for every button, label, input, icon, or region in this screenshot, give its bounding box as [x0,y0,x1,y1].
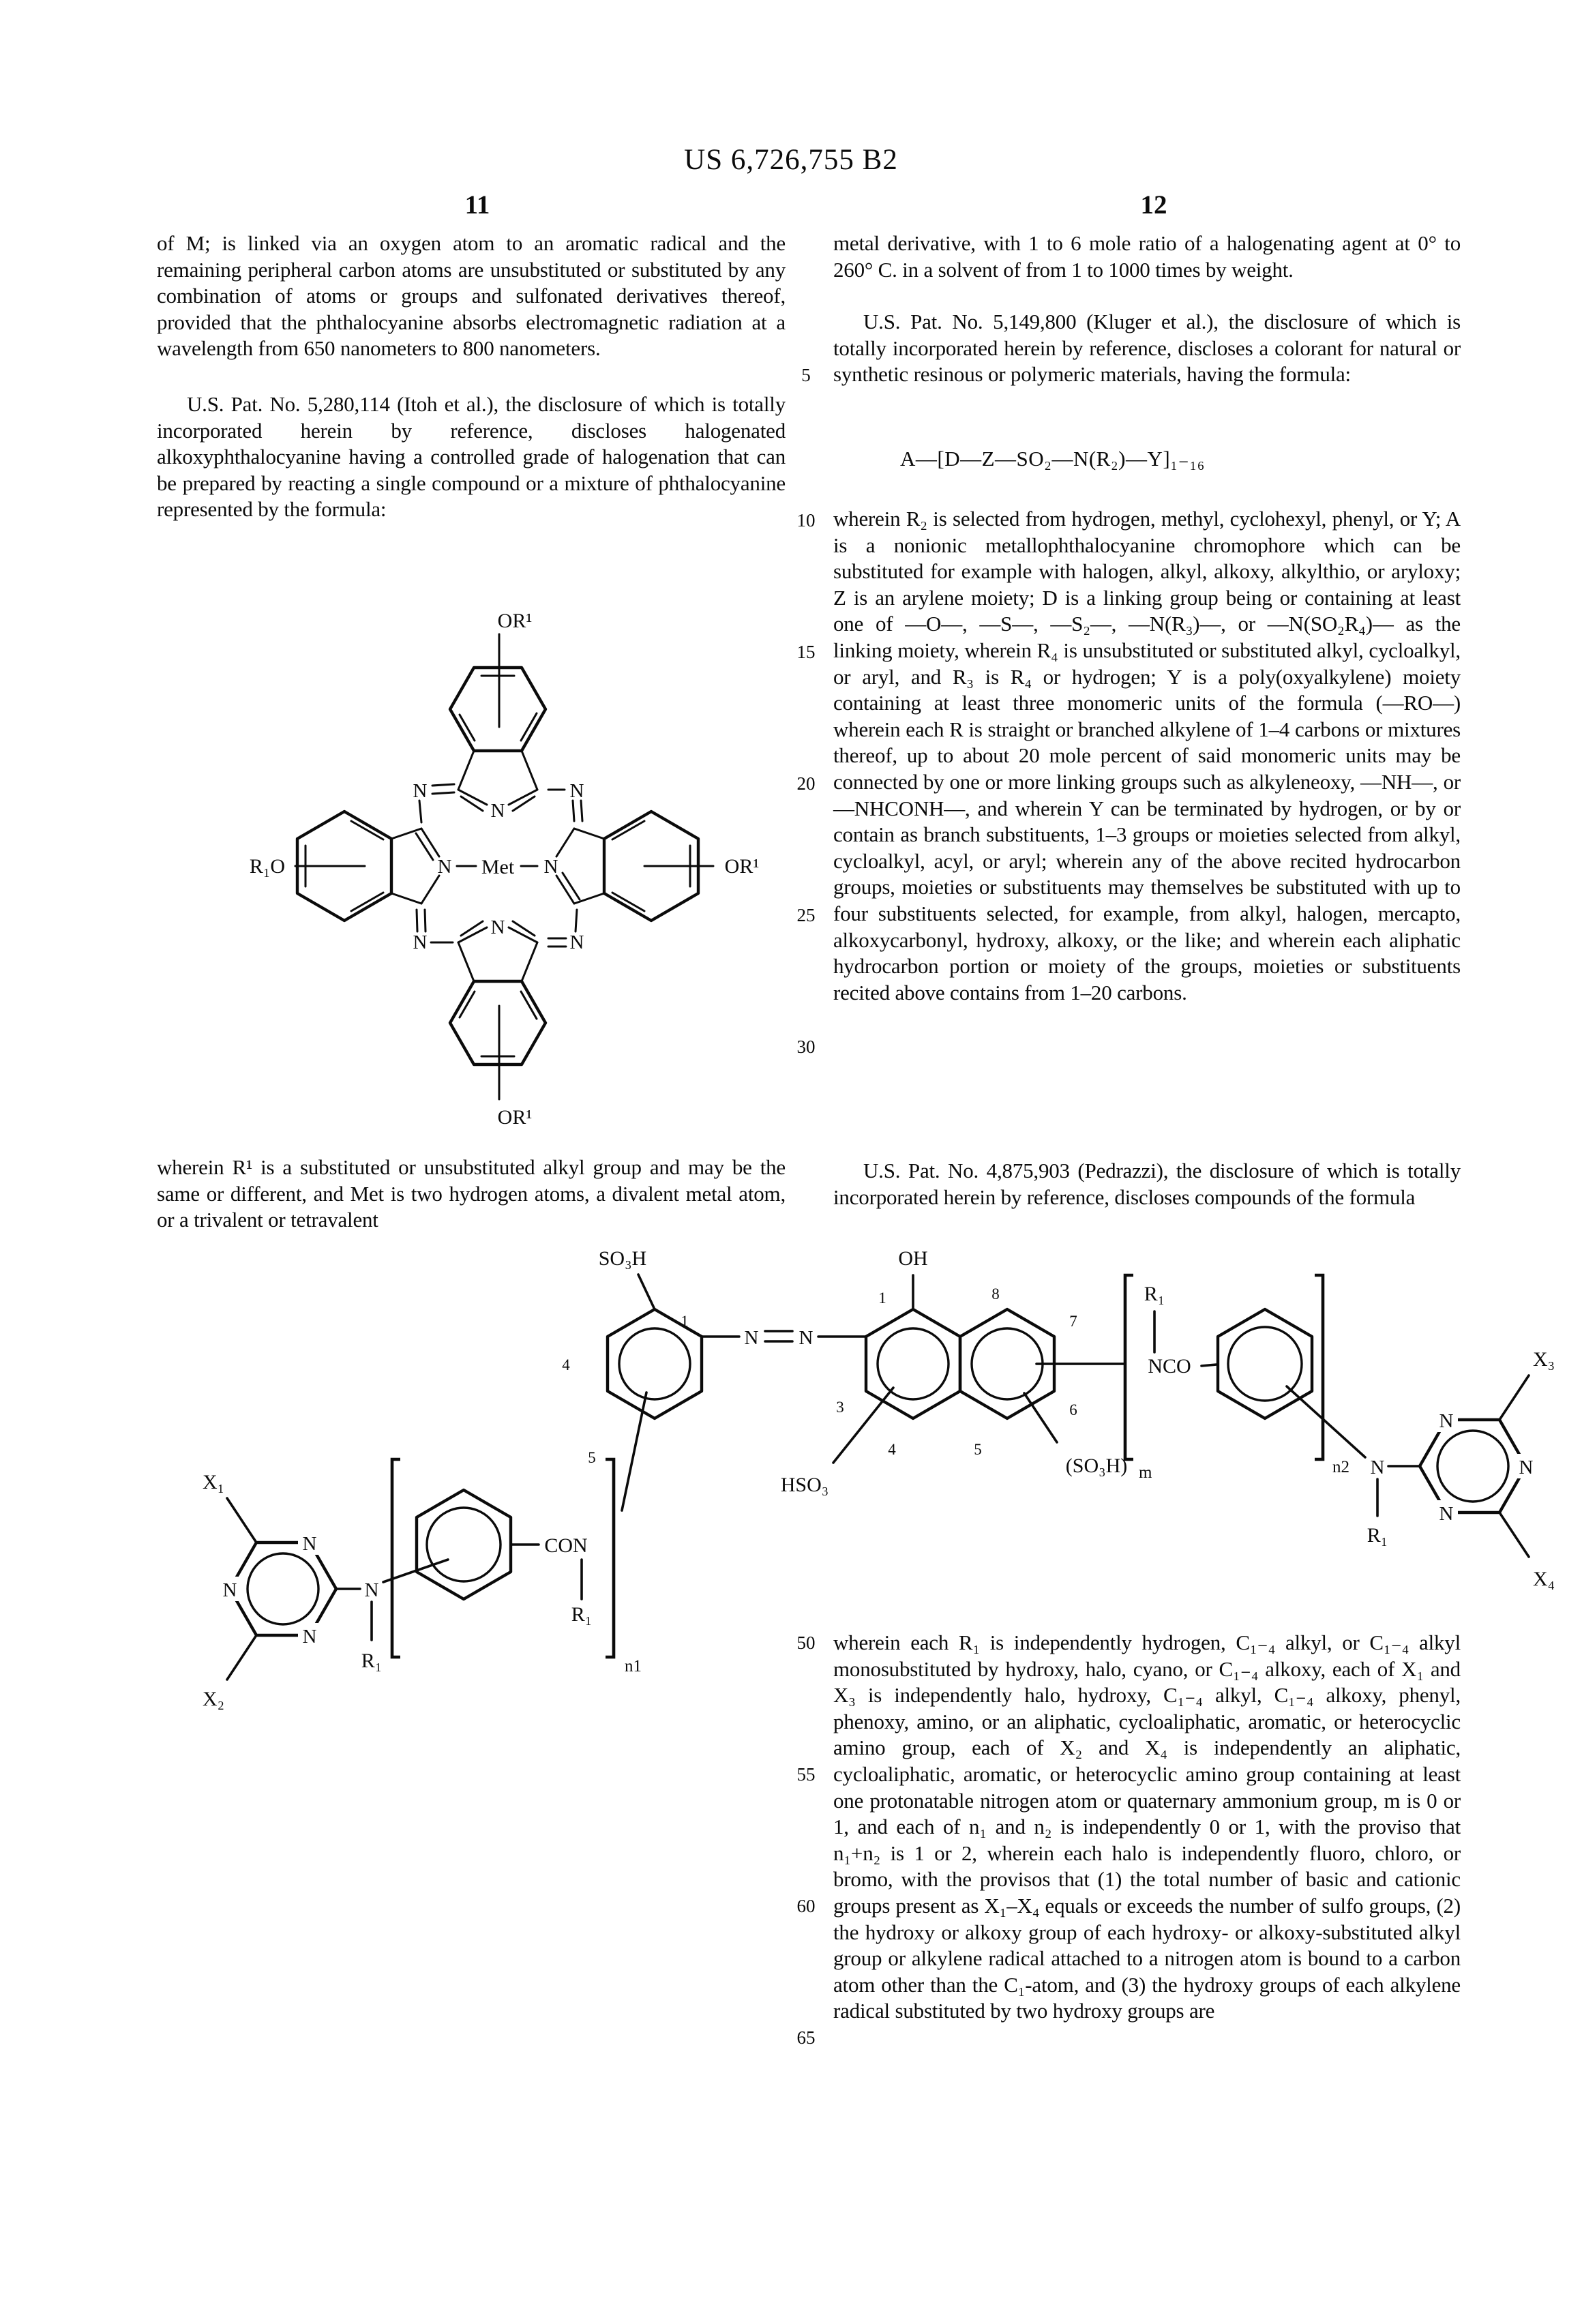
n1-subscript: n1 [625,1657,642,1675]
right-paragraph-5: wherein each R₁ is independently hydrogen, C₁₋₄ alkyl, or C₁₋₄ alkyl monosubstituted by hydroxy, halo, cyano, or C₁₋₄ alkoxy, each of X₁ and X₃ is independently halo, hydroxy, C₁₋₄ alkyl, C₁₋₄ alkoxy, phenyl, phenoxy, amino, or an aliphatic, cycloaliphatic, aromatic, or heterocyclic amino group, each of X₂ and X₄ is independently an aliphatic, cycloaliphatic, aromatic, or heterocyclic amino group containing at least one protonatable nitrogen atom or quaternary ammonium group, m is 0 or 1, and each of n₁ and n₂ is independently 0 or 1, with the proviso that n₁+n₂ is 1 or 2, wherein each halo is independently fluoro, chloro, or bromo, with the provisos that (1) the total number of basic and cationic groups present as X₁–X₄ equals or exceeds the number of sulfo groups, (2) the hydroxy or alkoxy group of each hydroxy- or alkoxy-substituted alkyl group or alkylene radical attached to a nitrogen atom is bound to a carbon atom other than the C₁-atom, and (3) the hydroxy groups of each alkylene radical substituted by two hydroxy groups are [833,1630,1461,2023]
column-number-left: 11 [464,190,490,220]
line-number-10: 10 [796,510,816,531]
azo-n-1: N [744,1327,759,1349]
sulfo-pos-4: 4 [562,1356,570,1373]
so3h-m-label: (SO₃H) [1065,1455,1128,1477]
naph-pos-4: 4 [888,1441,896,1458]
line-number-25: 25 [796,905,816,925]
right-paragraph-2: U.S. Pat. No. 5,149,800 (Kluger et al.), the disclosure of which is totally incorporated herein by reference, discloses a colorant for natural or synthetic resinous or polymeric materials, having the formula: [833,310,1461,387]
kluger-formula: A—[D—Z—SO₂—N(R₂)—Y]₁₋₁₆ [900,447,1205,471]
oh-label: OH [898,1247,928,1270]
azo-dye-structure [89,1197,1575,1770]
r1o-left-label: R₁O [249,855,286,878]
column-number-right: 12 [1140,190,1167,220]
so3h-m-subscript: m [1139,1463,1152,1482]
phthalocyanine-structure [205,593,791,1139]
n-atom-left-pyrrole: N [437,856,452,878]
r1-label-right-amine: R₁ [1367,1524,1388,1547]
so3h-label: SO₃H [598,1247,647,1270]
right-paragraph-4: U.S. Pat. No. 4,875,903 (Pedrazzi), the disclosure of which is totally incorporated herein by reference, discloses compounds of the formula [833,1159,1461,1209]
nco-label: NCO [1148,1355,1191,1377]
line-number-5: 5 [801,365,811,385]
left-paragraph-2: U.S. Pat. No. 5,280,114 (Itoh et al.), the disclosure of which is totally incorporated herein by reference, discloses halogenated alkoxyphthalocyanine having a controlled grade of halogenation that can be prepared by reacting a single compound or a mixture of phthalocyanine represented by the formula: [157,392,786,522]
triazine1-n-top: N [302,1533,317,1555]
or1-bottom-label: OR¹ [497,1106,533,1129]
n2-subscript: n2 [1332,1458,1349,1476]
right-paragraph-1: metal derivative, with 1 to 6 mole ratio of a halogenating agent at 0° to 260° C. in a solvent of from 1 to 1000 times by weight. [833,231,1461,282]
r1-label-con: R₁ [571,1603,593,1626]
naph-pos-8: 8 [991,1285,1000,1302]
x4-label: X₄ [1532,1568,1555,1590]
triazine2-n-bottom: N [1439,1503,1454,1525]
r1-label-nco-top: R₁ [1144,1283,1165,1305]
phthalocyanine-labels [250,610,759,1129]
naph-pos-6: 6 [1069,1401,1077,1418]
n-atom-right-pyrrole: N [543,856,558,878]
or1-right-label: OR¹ [724,855,760,878]
hso3-label: HSO₃ [780,1474,829,1496]
amine-n-right: N [1370,1457,1385,1478]
x2-label: X₂ [202,1688,225,1710]
sulfo-pos-5: 5 [588,1449,596,1466]
n-atom-bridge-br: N [569,932,584,953]
sulfo-pos-1: 1 [681,1313,689,1330]
n-atom-bridge-bl: N [413,932,428,953]
naph-pos-3: 3 [836,1399,844,1416]
triazine2-n-right: N [1519,1457,1534,1478]
triazine2-n-top: N [1439,1410,1454,1432]
right-paragraph-3: wherein R₂ is selected from hydrogen, methyl, cyclohexyl, phenyl, or Y; A is a nonionic metallophthalocyanine chromophore which can be substituted for example with halogen, alkyl, alkoxy, alkylthio, or aryloxy; Z is an arylene moiety; D is a linking group being or containing at least one of —O—, —S—, —S₂—, —N(R₃)—, or —N(SO₂R₄)— as the linking moiety, wherein R₄ is unsubstituted or substituted alkyl, cycloalkyl, or aryl, and R₃ is R₄ or hydrogen; Y is a poly(oxyalkylene) moiety containing at least three monomeric units of the formula (—RO—) wherein each R is straight or branched alkylene of 1–4 carbons or mixtures thereof, up to about 20 mole percent of said monomeric units may be connected by one or more linking groups such as alkyleneoxy, —NH—, or —NHCONH—, and wherein Y can be terminated by hydrogen, or by or contain as branch substituents, 1–3 groups or moieties selected from alkyl, cycloalkyl, acyl, or aryl; wherein any of the above recited hydrocarbon groups, moieties or substituents may themselves be substituted with up to four substituents selected, for example, from alkyl, halogen, mercapto, alkoxycarbonyl, hydroxy, alkoxy, or the like; and wherein each aliphatic hydrocarbon portion or moiety of the groups, moieties or substituents recited above contains from 1–20 carbons. [833,507,1461,1004]
triazine1-n-bottom: N [302,1626,317,1648]
patent-number-header: US 6,726,755 B2 [684,144,898,176]
naph-pos-5: 5 [974,1441,982,1458]
azo-dye-bonds [218,1275,1538,1680]
line-number-30: 30 [796,1037,816,1057]
line-number-65: 65 [796,2027,816,2048]
line-number-50: 50 [796,1633,816,1653]
left-paragraph-1: of M; is linked via an oxygen atom to an aromatic radical and the remaining peripheral carbon atoms are unsubstituted or substituted by any combination of atoms or groups and sulfonated derivatives thereof, provided that the phthalocyanine absorbs electromagnetic radiation at a wavelength from 650 nanometers to 800 nanometers. [157,231,786,361]
line-number-60: 60 [796,1896,816,1916]
con-label: CON [544,1534,588,1557]
triazine1-n-left: N [222,1579,237,1601]
line-number-55: 55 [796,1764,816,1785]
naph-pos-1: 1 [878,1290,886,1307]
n-atom-bridge-tr: N [569,780,584,802]
line-number-20: 20 [796,773,816,794]
line-number-15: 15 [796,642,816,662]
n-atom-top-inner: N [490,800,505,822]
azo-dye-labels [203,1247,1555,1710]
met-label: Met [481,856,515,878]
x1-label: X₁ [202,1471,225,1493]
or1-top-label: OR¹ [497,610,533,632]
azo-n-2: N [799,1327,814,1349]
n-atom-bottom-inner: N [490,917,505,938]
n-atom-bridge-tl: N [413,780,428,802]
left-paragraph-3: wherein R¹ is a substituted or unsubstituted alkyl group and may be the same or different, and Met is two hydrogen atoms, a divalent metal atom, or a trivalent or tetravalent [157,1155,786,1232]
r1-label-left-amine: R₁ [361,1650,383,1672]
amine-n-left: N [364,1579,379,1601]
naph-pos-7: 7 [1069,1313,1077,1330]
x3-label: X₃ [1532,1348,1555,1371]
